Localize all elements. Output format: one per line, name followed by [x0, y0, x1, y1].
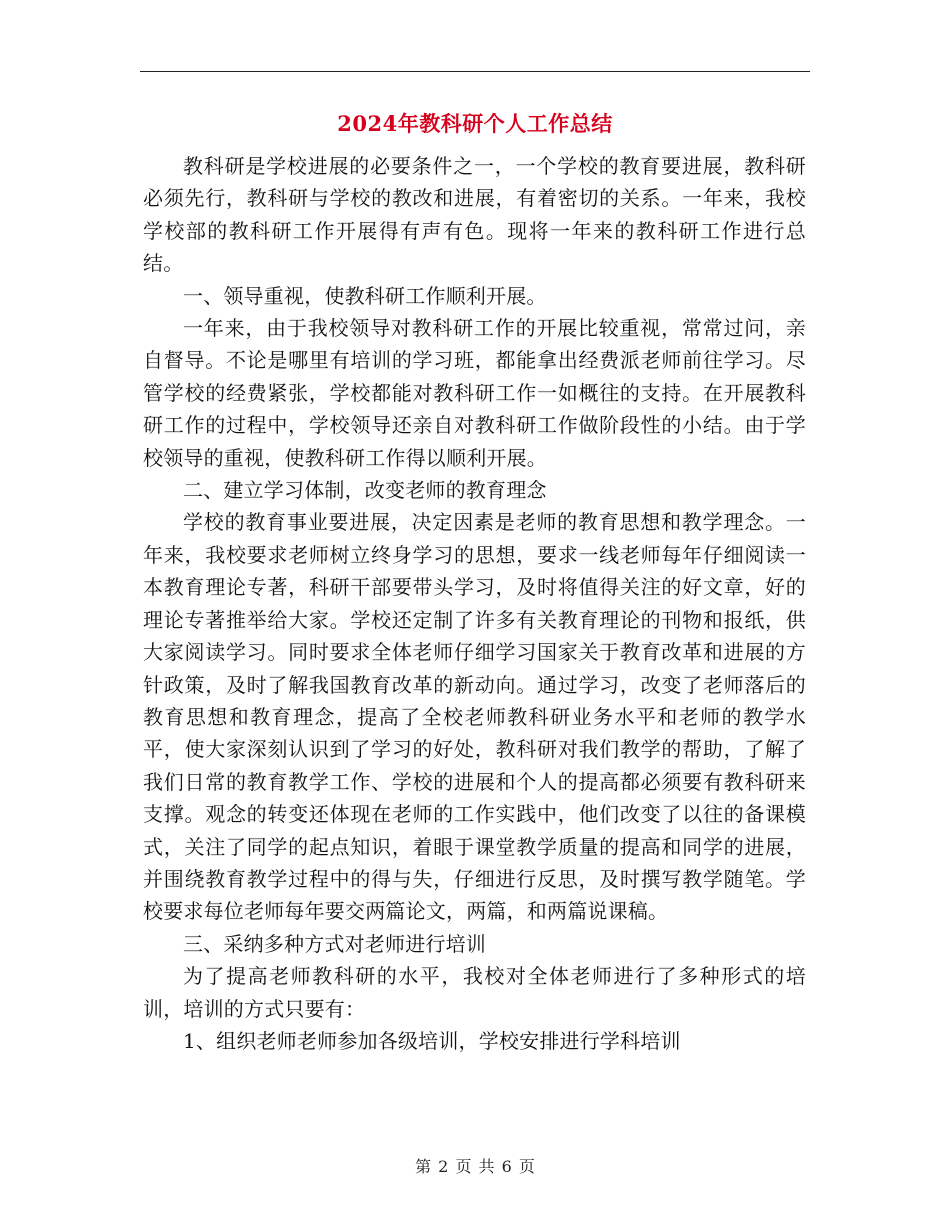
document-body: [143, 150, 806, 1057]
section-heading-3: 三、采纳多种方式对老师进行培训: [183, 931, 486, 956]
paragraph-training: 为了提高老师教科研的水平，我校对全体老师进行了多种形式的培训，培训的方式只要有：: [143, 964, 806, 1021]
section-heading-1: 一、领导重视，使教科研工作顺利开展。: [183, 283, 547, 308]
paragraph-leadership: 一年来，由于我校领导对教科研工作的开展比较重视，常常过问，亲自督导。不论是哪里有培训的学习班，都能拿出经费派老师前往学习。尽管学校的经费紧张，学校都能对教科研工作一如概往的支持。在开展教科研工作的过程中，学校领导还亲自对教科研工作做阶段性的小结。由于学校领导的重视，使教科研工作得以顺利开展。: [143, 316, 806, 470]
section-heading-2: 二、建立学习体制，改变老师的教育理念: [183, 478, 547, 503]
paragraph-intro: 教科研是学校进展的必要条件之一，一个学校的教育要进展，教科研必须先行，教科研与学校的教改和进展，有着密切的关系。一年来，我校学校部的教科研工作开展得有声有色。现将一年来的教科研工作进行总结。: [143, 154, 806, 276]
document-title: 2024年教科研个人工作总结: [337, 111, 613, 136]
page-number-footer: 第 2 页 共 6 页: [415, 1157, 535, 1176]
paragraph-learning-system: 学校的教育事业要进展，决定因素是老师的教育思想和教学理念。一年来，我校要求老师树立终身学习的思想，要求一线老师每年仔细阅读一本教育理论专著，科研干部要带头学习，及时将值得关注的好文章，好的理论专著推举给大家。学校还定制了许多有关教育理论的刊物和报纸，供大家阅读学习。同时要求全体老师仔细学习国家关于教育改革和进展的方针政策，及时了解我国教育改革的新动向。通过学习，改变了老师落后的教育思想和教育理念，提高了全校老师教科研业务水平和老师的教学水平，使大家深刻认识到了学习的好处，教科研对我们教学的帮助，了解了我们日常的教育教学工作、学校的进展和个人的提高都必须要有教科研来支撑。观念的转变还体现在老师的工作实践中，他们改变了以往的备课模式，关注了同学的起点知识，着眼于课堂教学质量的提高和同学的进展，并围绕教育教学过程中的得与失，仔细进行反思，及时撰写教学随笔。学校要求每位老师每年要交两篇论文，两篇，和两篇说课稿。: [143, 510, 806, 924]
list-item-1: 1、组织老师老师参加各级培训，学校安排进行学科培训: [183, 1028, 681, 1053]
header-rule: [140, 71, 810, 72]
